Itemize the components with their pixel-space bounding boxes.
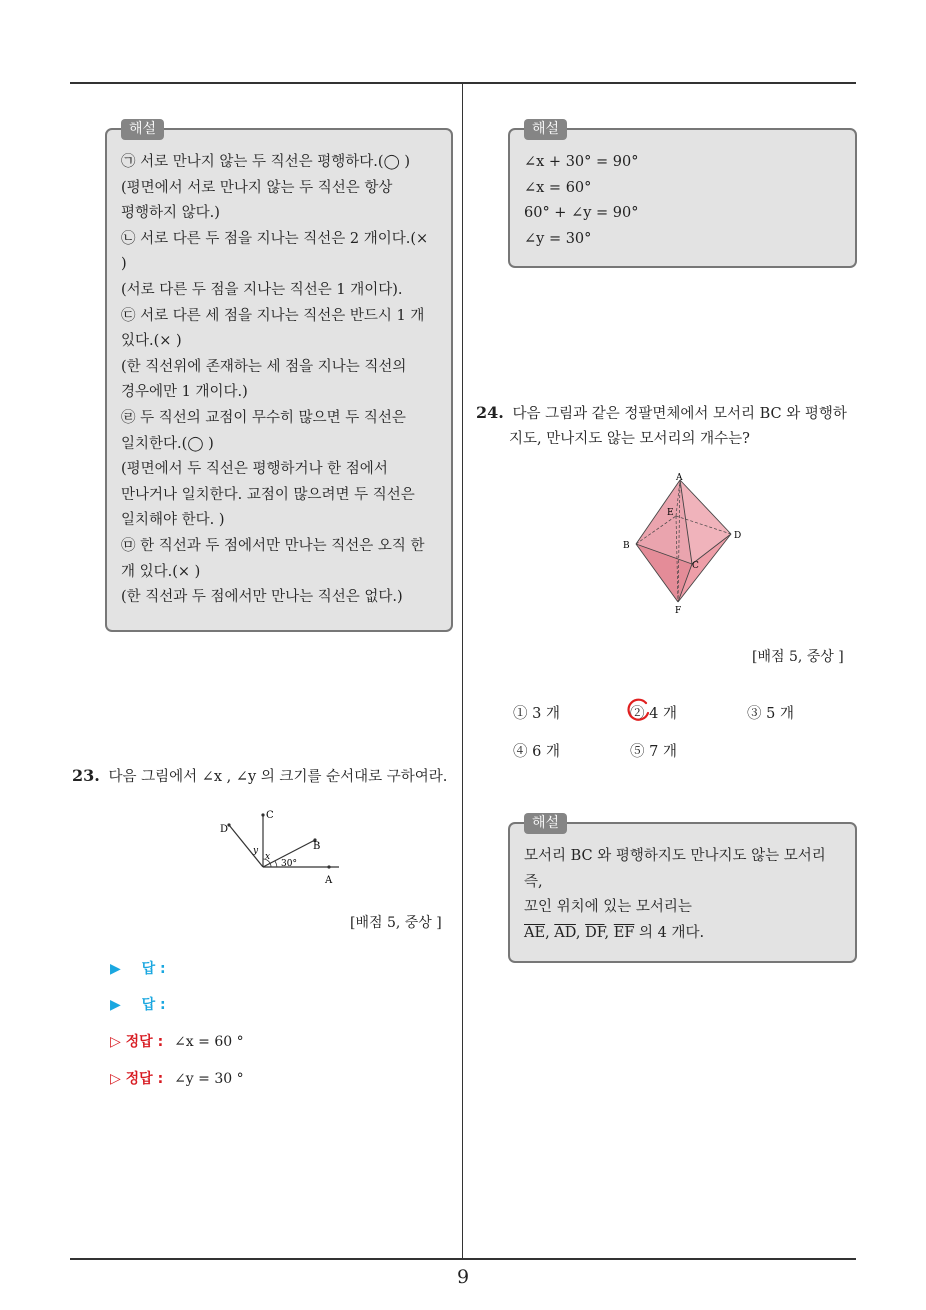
selected-circle-mark xyxy=(624,697,652,725)
question-number: 23. xyxy=(72,766,100,785)
explanation-box-right-1 xyxy=(508,121,857,268)
explanation-line: 모서리 BC 와 평행하지도 만나지도 않는 모서리 즉, xyxy=(524,848,826,890)
explanation-line: ㉡ 서로 다른 두 점을 지나는 직선은 2 개이다.(× ) xyxy=(121,230,429,273)
question-number: 24. xyxy=(476,403,504,422)
option-3[interactable]: ③ 5 개 xyxy=(747,706,794,722)
label-a: A xyxy=(325,875,333,886)
explanation-line: ㉢ 서로 다른 세 점을 지나는 직선은 반드시 1 개 있다.(× ) xyxy=(121,307,425,350)
angle-figure xyxy=(215,805,355,890)
correct-answer-1 xyxy=(110,1031,244,1051)
page-number: 9 xyxy=(456,1266,470,1288)
outline-play-icon: ▷ xyxy=(110,1071,121,1087)
correct-answer-2 xyxy=(110,1068,244,1088)
label-c: C xyxy=(266,810,274,821)
outline-play-icon: ▷ xyxy=(110,1034,121,1050)
option-4[interactable]: ④ 6 개 xyxy=(513,744,560,760)
play-icon: ▶ xyxy=(110,961,121,977)
explanation-line: 60° + ∠y = 90° xyxy=(524,205,639,222)
label-e: E xyxy=(667,508,674,518)
edge-ef: $\overline{EF}$ xyxy=(613,924,635,941)
explanation-line: $\overline{AE}$, $\overline{AD}$, $\overline{DF}$, $\overline{EF}$ 의 4 개다. xyxy=(524,924,705,941)
label-c: C xyxy=(692,561,699,571)
edge-ae: $\overline{AE}$ xyxy=(524,924,546,941)
question-text: 다음 그림에서 ∠x , ∠y 의 크기를 순서대로 구하여라. xyxy=(108,769,448,785)
score-24: [배점 5, 중상 ] xyxy=(752,649,844,665)
label-y: y xyxy=(253,846,259,856)
label-30deg: 30° xyxy=(281,859,297,869)
option-1[interactable]: ① 3 개 xyxy=(513,706,560,722)
answer-line-2 xyxy=(110,994,166,1014)
column-divider xyxy=(462,83,463,1259)
explanation-line: ㉣ 두 직선의 교점이 무수히 많으면 두 직선은 일치한다.(◯ ) xyxy=(121,409,406,452)
answer-label: 답 : xyxy=(141,961,166,977)
edge-ad: $\overline{AD}$ xyxy=(554,924,576,941)
correct-label: 정답 : xyxy=(125,1034,164,1050)
explanation-line: (한 직선과 두 점에서만 만나는 직선은 없다.) xyxy=(121,589,403,606)
explanation-line: 꼬인 위치에 있는 모서리는 xyxy=(524,899,692,916)
explanation-box-right-2 xyxy=(508,815,857,963)
answer-label: 답 : xyxy=(141,997,166,1013)
correct-value-x: ∠x = 60 ° xyxy=(174,1034,244,1050)
bottom-rule xyxy=(70,1258,856,1260)
edge-suffix: 의 4 개다. xyxy=(639,924,705,941)
explanation-line: (평면에서 두 직선은 평행하거나 한 점에서 만나거나 일치한다. 교점이 많으려면 두 직선은 일치해야 한다. ) xyxy=(121,461,415,529)
option-5[interactable]: ⑤ 7 개 xyxy=(630,744,677,760)
explanation-line: (평면에서 서로 만나지 않는 두 직선은 항상 평행하지 않다.) xyxy=(121,179,393,222)
correct-label: 정답 : xyxy=(125,1071,164,1087)
score-23: [배점 5, 중상 ] xyxy=(350,915,442,931)
explanation-tag: 해설 xyxy=(524,119,567,140)
edge-df: $\overline{DF}$ xyxy=(585,924,605,941)
explanation-line: (서로 다른 두 점을 지나는 직선은 1 개이다). xyxy=(121,281,403,298)
question-24 xyxy=(476,400,860,452)
label-x: x xyxy=(265,852,271,862)
answer-line-1 xyxy=(110,958,166,978)
explanation-line: (한 직선위에 존재하는 세 점을 지나는 직선의 경우에만 1 개이다.) xyxy=(121,358,407,401)
label-d: D xyxy=(220,824,229,835)
label-b: B xyxy=(313,841,321,852)
label-a: A xyxy=(676,473,683,483)
question-text: 다음 그림과 같은 정팔면체에서 모서리 BC 와 평행하지도, 만나지도 않는 모서리의 개수는? xyxy=(509,406,847,447)
explanation-line: ㉠ 서로 만나지 않는 두 직선은 평행하다.(◯ ) xyxy=(121,154,411,170)
octahedron-figure xyxy=(618,470,748,615)
explanation-line: ㉤ 한 직선과 두 점에서만 만나는 직선은 오직 한 개 있다.(× ) xyxy=(121,537,425,580)
explanation-tag: 해설 xyxy=(524,813,567,834)
question-23 xyxy=(72,763,458,790)
play-icon: ▶ xyxy=(110,997,121,1013)
explanation-box-left xyxy=(105,121,453,632)
label-d: D xyxy=(734,531,742,541)
option-2[interactable]: ② 4 개 xyxy=(630,706,677,722)
label-f: F xyxy=(675,606,682,615)
label-b: B xyxy=(623,541,630,551)
correct-value-y: ∠y = 30 ° xyxy=(174,1071,244,1087)
explanation-tag: 해설 xyxy=(121,119,164,140)
explanation-line: ∠y = 30° xyxy=(524,230,592,247)
explanation-line: ∠x = 60° xyxy=(524,179,592,196)
explanation-line: ∠x + 30° = 90° xyxy=(524,154,639,170)
